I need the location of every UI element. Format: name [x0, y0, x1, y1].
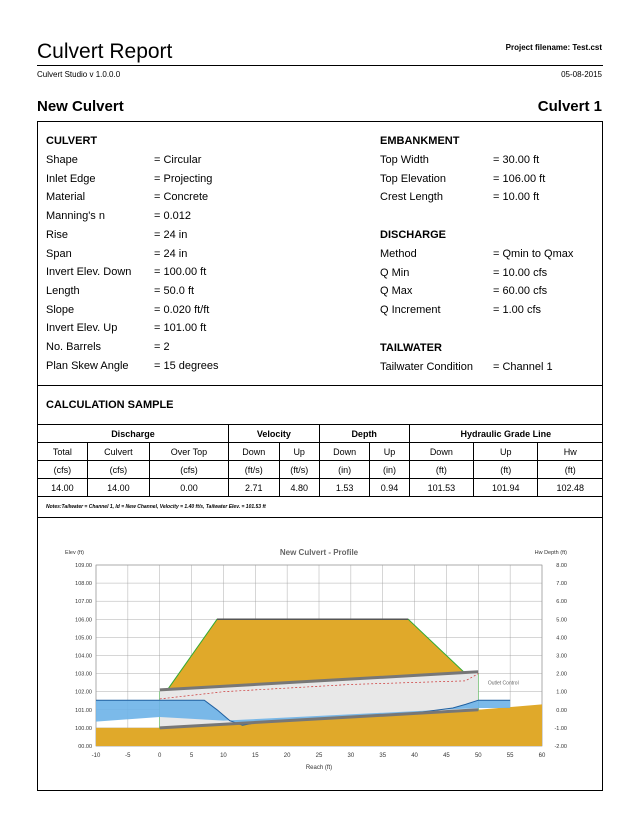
calc-unit-cell: (ft/s)	[228, 461, 279, 479]
y-axis-label: Elev (ft)	[65, 550, 84, 556]
property-value: = Projecting	[154, 172, 213, 185]
version-text: Culvert Studio v 1.0.0.0	[37, 70, 121, 79]
property-value: = Circular	[154, 154, 202, 166]
y-tick-label: 100.00	[75, 725, 92, 732]
x-tick-label: 60	[538, 753, 546, 759]
section-divider	[37, 385, 603, 386]
property-label: Top Width	[380, 154, 429, 166]
y-tick-label: 103.00	[75, 671, 92, 678]
group-hgl: Hydraulic Grade Line	[409, 425, 602, 443]
y-tick-label: 107.00	[75, 599, 92, 606]
calc-group-row	[38, 425, 603, 443]
group-discharge: Discharge	[38, 425, 229, 443]
group-depth: Depth	[319, 425, 409, 443]
calc-value-cell: 0.00	[150, 479, 229, 497]
y2-axis-label: Hw Depth (ft)	[534, 550, 567, 556]
y2-tick-label: -2.00	[554, 744, 567, 750]
property-label: Q Max	[380, 285, 413, 298]
y2-tick-label: 0.00	[556, 707, 567, 714]
y2-tick-label: 5.00	[556, 617, 567, 624]
y2-tick-label: 7.00	[556, 581, 567, 588]
calc-value-cell: 101.53	[409, 479, 473, 497]
calc-unit-cell: (cfs)	[87, 461, 149, 479]
property-label: Shape	[46, 154, 78, 166]
calc-col-header: Hw	[538, 443, 603, 461]
property-label: Inlet Edge	[46, 172, 96, 185]
culvert-section-title: CULVERT	[46, 135, 98, 147]
property-value: = Channel 1	[493, 361, 553, 373]
y-tick-label: 105.00	[75, 635, 92, 642]
property-value: = 2	[154, 341, 170, 353]
calc-col-row	[38, 443, 603, 461]
tailwater-section-title: TAILWATER	[380, 342, 442, 354]
calc-col-header: Up	[279, 443, 319, 461]
x-tick-label: 25	[315, 753, 323, 759]
property-label: Manning's n	[46, 210, 105, 223]
calc-col-header: Up	[474, 443, 538, 461]
x-tick-label: 40	[411, 753, 418, 759]
calc-table	[37, 424, 603, 497]
y-tick-label: 109.00	[75, 563, 92, 569]
chart-divider	[37, 517, 603, 518]
profile-chart	[37, 530, 603, 780]
header-divider	[37, 65, 603, 66]
calc-notes: Notes:Tailwater = Channel 1, ld = New Channel, Velocity = 1.40 ft/s, Tailwater Elev. = 101.53 ft	[46, 504, 266, 510]
property-label: Span	[46, 247, 72, 260]
x-tick-label: -10	[91, 753, 101, 759]
x-tick-label: 50	[474, 753, 482, 759]
y2-tick-label: 3.00	[556, 653, 567, 660]
calc-unit-cell: (cfs)	[150, 461, 229, 479]
x-tick-label: 5	[189, 753, 194, 759]
property-label: Plan Skew Angle	[46, 359, 129, 372]
y2-tick-label: 4.00	[556, 635, 567, 642]
property-value: = 101.00 ft	[154, 322, 207, 335]
property-label: No. Barrels	[46, 341, 102, 353]
calc-value-cell: 102.48	[538, 479, 603, 497]
x-tick-label: 0	[158, 753, 162, 759]
calc-unit-cell: (ft)	[409, 461, 473, 479]
embankment-section-title: EMBANKMENT	[380, 135, 460, 147]
calc-value-cell: 14.00	[87, 479, 149, 497]
calc-unit-cell: (cfs)	[38, 461, 88, 479]
property-label: Method	[380, 248, 417, 260]
calc-col-header: Down	[228, 443, 279, 461]
y-tick-label: 101.00	[75, 707, 92, 714]
property-label: Q Increment	[380, 304, 441, 317]
property-value: = 24 in	[154, 247, 188, 260]
property-label: Slope	[46, 303, 75, 316]
calc-value-cell: 0.94	[370, 479, 409, 497]
property-label: Material	[46, 191, 86, 204]
calc-unit-cell: (ft)	[538, 461, 603, 479]
property-value: = Concrete	[154, 191, 209, 204]
x-tick-label: 35	[379, 753, 387, 759]
y-tick-label: 102.00	[75, 689, 92, 696]
calc-value-cell: 2.71	[228, 479, 279, 497]
calc-unit-cell: (ft)	[474, 461, 538, 479]
property-value: = 60.00 cfs	[493, 285, 548, 298]
calc-value-cell: 14.00	[38, 479, 88, 497]
calc-unit-cell: (in)	[319, 461, 370, 479]
property-value: = Qmin to Qmax	[493, 248, 574, 260]
property-value: = 15 degrees	[154, 359, 219, 372]
outlet-control-label: Outlet Control	[487, 680, 519, 687]
x-tick-label: -5	[125, 753, 131, 759]
property-value: = 30.00 ft	[493, 154, 540, 166]
x-tick-label: 45	[443, 753, 450, 759]
x-tick-label: 10	[220, 753, 227, 759]
x-tick-label: 30	[347, 753, 355, 759]
y-tick-label: 104.00	[75, 653, 92, 660]
property-value: = 0.012	[154, 210, 192, 223]
report-title: Culvert Report	[37, 40, 173, 63]
property-label: Tailwater Condition	[380, 361, 473, 373]
y2-tick-label: 1.00	[556, 689, 567, 696]
property-value: = 100.00 ft	[154, 266, 207, 279]
property-value: = 0.020 ft/ft	[154, 303, 210, 316]
y2-tick-label: -1.00	[554, 725, 567, 732]
y2-tick-label: 8.00	[556, 563, 567, 569]
calc-section-title: CALCULATION SAMPLE	[46, 399, 174, 411]
property-label: Top Elevation	[380, 172, 447, 185]
x-tick-label: 20	[283, 753, 291, 759]
y-tick-label: 00.00	[78, 744, 92, 750]
report-date: 05-08-2015	[561, 70, 602, 79]
property-value: = 1.00 cfs	[493, 304, 542, 317]
calc-value-cell: 4.80	[279, 479, 319, 497]
calc-value-cell: 1.53	[319, 479, 370, 497]
y2-tick-label: 6.00	[556, 599, 567, 606]
y2-tick-label: 2.00	[556, 671, 567, 678]
property-label: Q Min	[380, 266, 410, 279]
x-tick-label: 55	[506, 753, 514, 759]
x-tick-label: 15	[251, 753, 259, 759]
property-value: = 106.00 ft	[493, 172, 546, 185]
property-value: = 10.00 cfs	[493, 266, 548, 279]
culvert-name-heading: New Culvert	[37, 98, 124, 115]
calc-col-header: Down	[409, 443, 473, 461]
y-tick-label: 106.00	[75, 617, 92, 624]
project-filename: Project filename: Test.cst	[505, 43, 602, 52]
x-axis-label: Reach (ft)	[305, 765, 333, 771]
discharge-section-title: DISCHARGE	[380, 229, 447, 241]
property-value: = 10.00 ft	[493, 191, 540, 204]
property-label: Invert Elev. Down	[46, 266, 132, 279]
property-label: Rise	[46, 228, 69, 241]
group-velocity: Velocity	[228, 425, 319, 443]
property-label: Invert Elev. Up	[46, 322, 118, 335]
property-value: = 24 in	[154, 228, 188, 241]
calc-value-row	[38, 479, 603, 497]
y-tick-label: 108.00	[75, 581, 92, 588]
culvert-id-heading: Culvert 1	[537, 98, 602, 115]
calc-value-cell: 101.94	[474, 479, 538, 497]
calc-unit-cell: (ft/s)	[279, 461, 319, 479]
property-label: Length	[46, 284, 80, 297]
calc-unit-cell: (in)	[370, 461, 409, 479]
property-value: = 50.0 ft	[154, 284, 195, 297]
calc-unit-row	[38, 461, 603, 479]
calc-col-header: Down	[319, 443, 370, 461]
chart-title: New Culvert - Profile	[279, 548, 359, 557]
calc-col-header: Total	[38, 443, 88, 461]
calc-col-header: Up	[370, 443, 409, 461]
calc-col-header: Over Top	[150, 443, 229, 461]
property-label: Crest Length	[380, 191, 443, 204]
calc-col-header: Culvert	[87, 443, 149, 461]
